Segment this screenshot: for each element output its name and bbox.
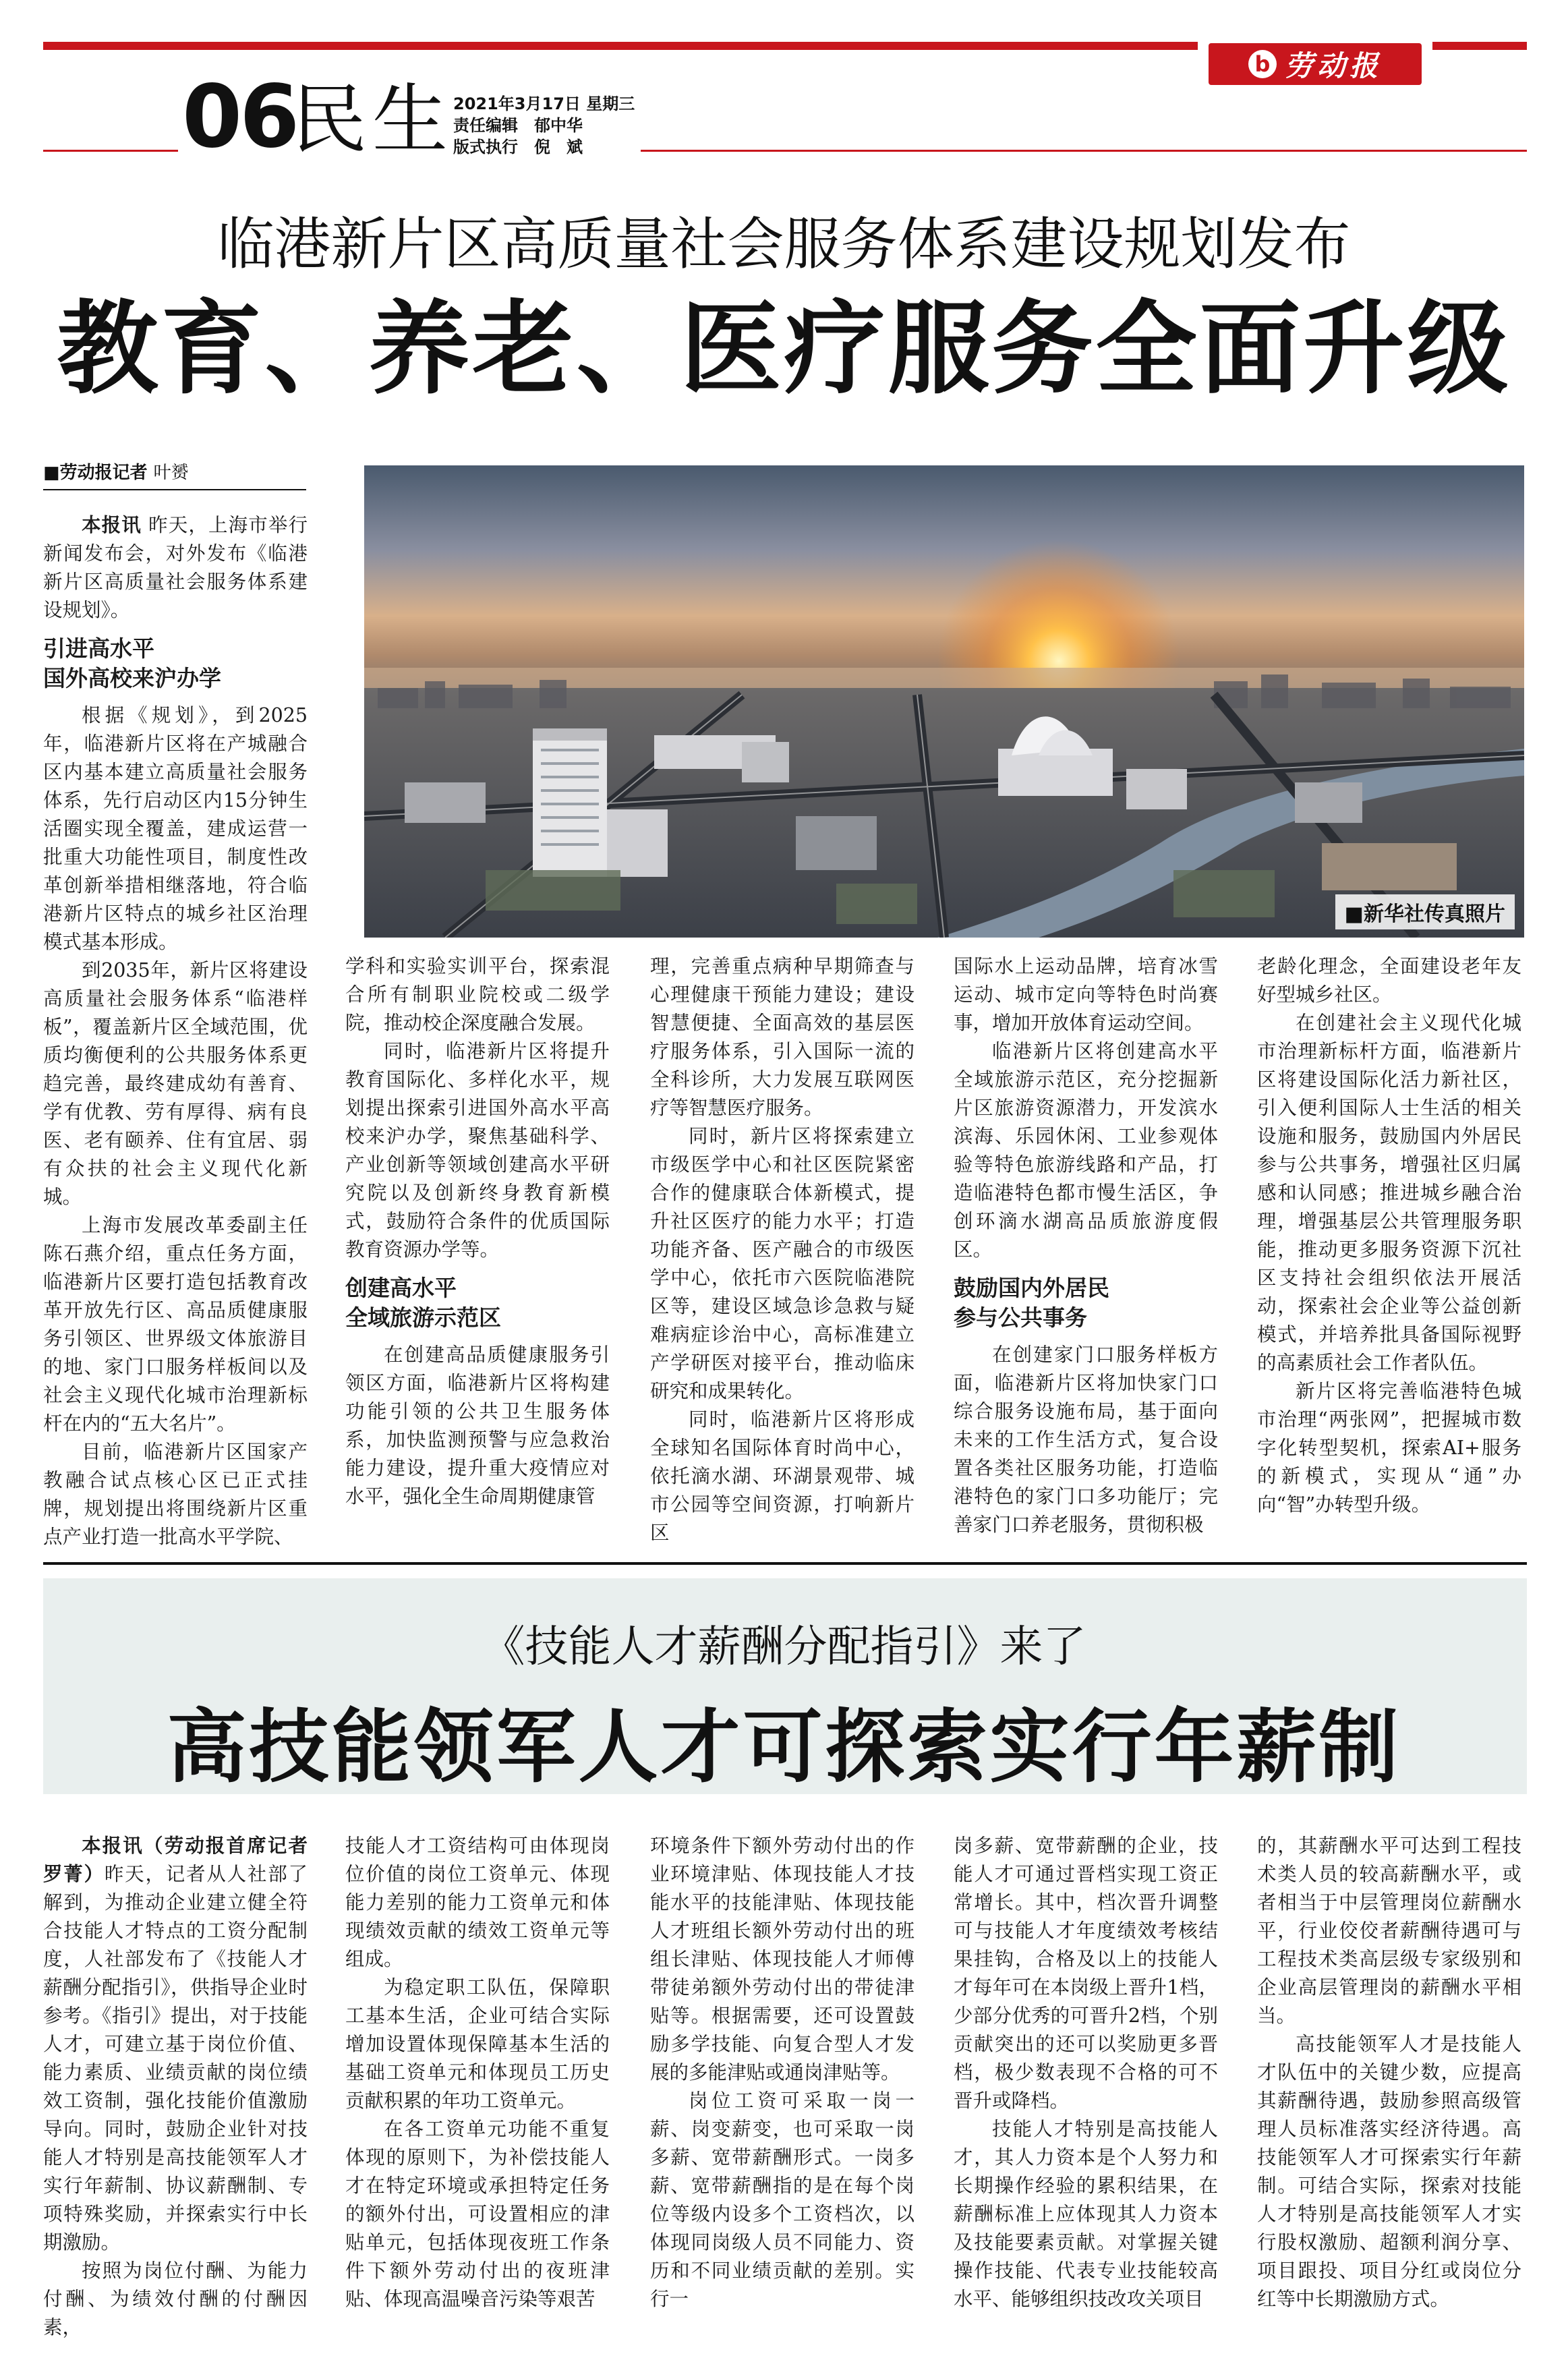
article2-paragraph: 岗位工资可采取一岗一薪、岗变薪变，也可采取一岗多薪、宽带薪酬形式。一岗多薪、宽带薪酬指的是在每个岗位等级内设多个工资档次，以体现同岗级人员不同能力、资历和不同业绩贡献的差别。实行一 [650,2090,914,2310]
photo-caption: ■新华社传真照片 [1335,894,1515,929]
aerial-photo-illustration [364,465,1524,938]
article1-paragraph: 在创建社会主义现代化城市治理新标杆方面，临港新片区将建设国际化活力新社区，引入便利国际人士生活的相关设施和服务，鼓励国内外居民参与公共事务，增强社区归属感和认同感；推进城乡融合治理，增强基层公共管理服务职能，推动更多服务资源下沉社区支持社会组织依法开展活动，探索社会企业等公益创新模式，并培养批具备国际视野的高素质社会工作者队伍。 [1257,1012,1521,1374]
article2-headline: 高技能领军人才可探索实行年薪制 [167,1700,1401,1793]
article1-headline: 教育、养老、医疗服务全面升级 [57,289,1511,408]
masthead-meta [453,93,635,158]
article1-paragraph: 国际水上运动品牌，培育冰雪运动、城市定向等特色时尚赛事，增加开放体育运动空间。 [954,955,1218,1034]
article2-paragraph: 在各工资单元功能不重复体现的原则下，为补偿技能人才在特定环境或承担特定任务的额外付出，可设置相应的津贴单元，包括体现夜班工作条件下额外劳动付出的夜班津贴、体现高温噪音污染等艰苦 [345,2118,610,2310]
article2-column-1 [43,1832,308,2342]
page-number: 06 [182,67,297,167]
newspaper-logo [1209,43,1422,85]
article1-subheading: 鼓励国内外居民 参与公共事务 [954,1275,1109,1331]
article2-paragraph: 技能人才工资结构可由体现岗位价值的岗位工资单元、体现能力差别的能力工资单元和体现绩效贡献的绩效工资单元等组成。 [345,1835,610,1970]
editor-credit: 责任编辑 郁中华 [453,116,583,135]
article-separator [43,1562,1527,1565]
article2-column-5 [1257,1832,1521,2314]
article2-kicker: 《技能人才薪酬分配指引》来了 [482,1622,1086,1672]
article1-subheading: 创建高水平 全域旅游示范区 [345,1275,501,1331]
article1-column-3 [650,952,914,1547]
logo-mark-icon: b [1248,50,1277,78]
article1-paragraph: 根据《规划》，到2025年，临港新片区将在产城融合区内基本建立高质量社会服务体系，先行启动区内15分钟生活圈实现全覆盖，建成运营一批重大功能性项目，制度性改革创新举措相继落地，符合临港新片区特点的城乡社区治理模式基本形成。 [43,704,308,953]
byline-label: ■劳动报记者 [43,463,148,483]
dateline: 本报讯 [82,514,142,536]
section-title: 民生 [291,76,453,164]
article1-paragraph: 目前，临港新片区国家产教融合试点核心区已正式挂牌，规划提出将围绕新片区重点产业打造一批高水平学院、 [43,1441,308,1548]
aerial-photo [364,465,1524,938]
article2-paragraph: 技能人才特别是高技能人才，其人力资本是个人努力和长期操作经验的累积结果，在薪酬标准上应体现其人力资本及技能要素贡献。对掌握关键操作技能、代表专业技能较高水平、能够组织技改攻关项目 [954,2118,1218,2310]
article1-paragraph: 在创建高品质健康服务引领区方面，临港新片区将构建功能引领的公共卫生服务体系，加快监测预警与应急救治能力建设，提升重大疫情应对水平，强化全生命周期健康管 [345,1344,610,1507]
article1-paragraph: 老龄化理念，全面建设老年友好型城乡社区。 [1257,955,1521,1006]
dateline: 本报讯（劳动报首席记者 罗菁） [43,1835,308,1885]
article1-byline [43,459,306,490]
logo-text: 劳动报 [1284,49,1382,82]
article1-paragraph: 在创建家门口服务样板方面，临港新片区将加快家门口综合服务设施布局，基于面向未来的工作生活方式，复合设置各类社区服务功能，打造临港特色的家门口多功能厅；完善家门口养老服务，贯彻积极 [954,1344,1218,1536]
article2-paragraph: 环境条件下额外劳动付出的作业环境津贴、体现技能人才技能水平的技能津贴、体现技能人才班组长额外劳动付出的班组长津贴、体现技能人才师傅带徒弟额外劳动付出的带徒津贴等。根据需要，还可设置鼓励多学技能、向复合型人才发展的多能津贴或通岗津贴等。 [650,1835,914,2084]
top-red-rule [43,42,1198,50]
article1-paragraph: 同时，临港新片区将形成全球知名国际体育时尚中心，依托滴水湖、环湖景观带、城市公园等空间资源，打响新片区 [650,1408,914,1544]
article1-paragraph: 学科和实验实训平台，探索混合所有制职业院校或二级学院，推动校企深度融合发展。 [345,955,610,1034]
article1-subheading: 引进高水平 国外高校来沪办学 [43,635,221,691]
masthead-rule-right [641,150,1527,152]
article2-paragraph: 的，其薪酬水平可达到工程技术类人员的较高薪酬水平，或者相当于中层管理岗位薪酬水平，行业佼佼者薪酬待遇可与工程技术类高层级专家级别和企业高层管理岗的薪酬水平相当。 [1257,1835,1521,2027]
article1-paragraph: 同时，新片区将探索建立市级医学中心和社区医院紧密合作的健康联合体新模式，提升社区医疗的能力水平；打造功能齐备、医产融合的市级医学中心，依托市六医院临港院区等，建设区域急诊急救与疑难病症诊治中心，高标准建立产学研医对接平台，推动临床研究和成果转化。 [650,1125,914,1402]
article2-paragraph: 本报讯（劳动报首席记者 罗菁）昨天，记者从人社部了解到，为推动企业建立健全符合技能人才特点的工资分配制度，人社部发布了《技能人才薪酬分配指引》，供指导企业时参考。《指引》提出，对于技能人才，可建立基于岗位价值、能力素质、业绩贡献的岗位绩效工资制，强化技能价值激励导向。同时，鼓励企业针对技能人才特别是高技能领军人才实行年薪制、协议薪酬制、专项特殊奖励，并探索实行中长期激励。 [43,1835,308,2253]
article2-column-3 [650,1832,914,2314]
article2-column-4 [954,1832,1218,2314]
masthead-rule-left [43,150,178,152]
byline-name: 叶赟 [153,463,189,483]
article1-paragraph: 临港新片区将创建高水平全域旅游示范区，充分挖掘新片区旅游资源潜力，开发滨水滨海、乐园休闲、工业参观体验等特色旅游线路和产品，打造临港特色都市慢生活区，争创环滴水湖高品质旅游度假区。 [954,1040,1218,1261]
article2-paragraph: 按照为岗位付酬、为能力付酬、为绩效付酬的付酬因素， [43,2260,308,2338]
top-red-rule-right [1432,42,1527,50]
article2-paragraph: 为稳定职工队伍，保障职工基本生活，企业可结合实际增加设置体现保障基本生活的基础工资单元和体现员工历史贡献积累的年功工资单元。 [345,1976,610,2112]
article1-paragraph: 理，完善重点病种早期筛查与心理健康干预能力建设；建设智慧便捷、全面高效的基层医疗服务体系，引入国际一流的全科诊所，大力发展互联网医疗等智慧医疗服务。 [650,955,914,1119]
article2-paragraph: 岗多薪、宽带薪酬的企业，技能人才可通过晋档实现工资正常增长。其中，档次晋升调整可与技能人才年度绩效考核结果挂钩，合格及以上的技能人才每年可在本岗级上晋升1档，少部分优秀的可晋升2档，个别贡献突出的还可以奖励更多晋档，极少数表现不合格的可不晋升或降档。 [954,1835,1218,2112]
article1-column-4 [954,952,1218,1539]
article1-paragraph: 上海市发展改革委副主任陈石燕介绍，重点任务方面，临港新片区要打造包括教育改革开放先行区、高品质健康服务引领区、世界级文体旅游目的地、家门口服务样板间以及社会主义现代化城市治理新标杆在内的“五大名片”。 [43,1214,308,1435]
issue-date: 2021年3月17日 星期三 [453,94,635,113]
article1-paragraph: 同时，临港新片区将提升教育国际化、多样化水平，规划提出探索引进国外高水平高校来沪办学，聚焦基础科学、产业创新等领域创建高水平研究院以及创新终身教育新模式，鼓励符合条件的优质国际教育资源办学等。 [345,1040,610,1261]
article1-paragraph: 本报讯 昨天，上海市举行新闻发布会，对外发布《临港新片区高质量社会服务体系建设规划》。 [43,514,308,621]
article1-column-1 [43,511,308,1551]
article2-column-2 [345,1832,610,2314]
article1-paragraph: 到2035年，新片区将建设高质量社会服务体系“临港样板”，覆盖新片区全域范围，优质均衡便利的公共服务体系更趋完善，最终建成幼有善育、学有优教、劳有厚得、病有良医、老有颐养、住有宜居、弱有众扶的社会主义现代化新城。 [43,959,308,1208]
article1-paragraph: 新片区将完善临港特色城市治理“两张网”，把握城市数字化转型契机，探索AI+服务的新模式，实现从“通”办向“智”办转型升级。 [1257,1380,1521,1516]
layout-credit: 版式执行 倪 斌 [453,138,583,156]
article2-paragraph: 高技能领军人才是技能人才队伍中的关键少数，应提高其薪酬待遇，鼓励参照高级管理人员标准落实经济待遇。高技能领军人才可探索实行年薪制。可结合实际，探索对技能人才特别是高技能领军人才实行股权激励、超额利润分享、项目跟投、项目分红或岗位分红等中长期激励方式。 [1257,2033,1521,2310]
article1-column-5 [1257,952,1521,1519]
article1-column-2 [345,952,610,1511]
article1-kicker: 临港新片区高质量社会服务体系建设规划发布 [217,211,1351,277]
